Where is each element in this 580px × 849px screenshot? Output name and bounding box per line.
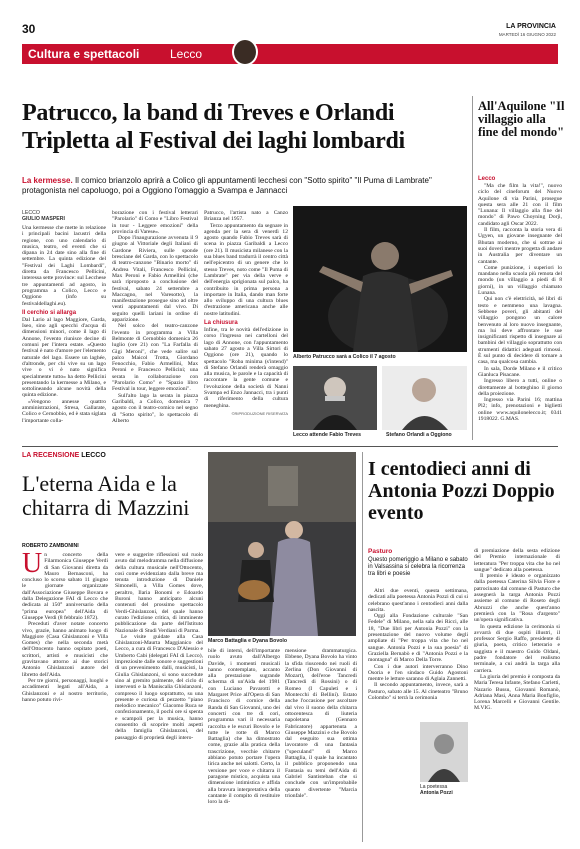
subheading: Il cerchio si allarga xyxy=(22,309,77,316)
review-column-3 xyxy=(208,648,280,805)
review-column-2 xyxy=(115,552,203,741)
paragraph xyxy=(22,548,108,621)
review-label-text: LA RECENSIONE xyxy=(22,452,80,459)
top-story-headline-2: Tripletta al Festival dei laghi lombardi xyxy=(22,128,405,154)
paragraph: Il secondo appuntamento, invece, sarà a Pasturo, sabato alle 15. Al cineteatro "Bruno Colombo" si terrà la cerimonia xyxy=(368,682,468,702)
paragraph: bile di interni, dell'importante ruolo avuto dall'Albergo Davide, i momenti musicali hanno contemplato, accanto alla prestazione sugrande scherma di un'Aida del 1981 con Luciano Pavarotti e Margaret Price all'Opera di San Francisco di cornice della Randa di San Giovanni, uno dei concerti con tre di cori, programma vari il necessaria raccolta e le escuri Bovolo e le tutte le rotte di Marco Battaglia) che ha dimostrato come, grazie alla pratica della trascrizione, vecchie chitarre abbiano potuto portare l'opera lirica anche nei salotti. Certo, la versione per voce e chitarra il paragone mistico, acquista una dimensione intimistica e affida alla bravura interpretativa della cantante il compito di restituire loro la di- xyxy=(208,648,280,806)
paragraph: Una kermesse che mette in relazione i principali bacini lacustri della regione, con uno calendario di musica, teatro, ed eventi che si dipana in 24 date sino alla fine di settembre. La quinta edizione del "Festival dei Laghi Lombardi", diretta da Francesco Pellicini, interessa sette province: sul Lecchese tre appuntamenti ad agosto, in programma a Colico, Lecco e Oggiono (info su festivaldellaghi.eu). xyxy=(22,225,106,307)
paragraph: Sull'alto lago la serata in piazza Garibaldi, a Colico, domenica 7 agosto con il teatro-comico nel segno di "Sotto spirito", lo spettacolo di Alberto xyxy=(112,392,198,424)
byline-author: GIULIO MASPERI xyxy=(22,216,65,222)
paragraph: Con i due autori interverranno Dino Osoria e l'en sindaco Guido Agostoni mentre le letture saranno di Aglaia Zannetti. xyxy=(368,663,468,683)
photo-patrucco-caption: Alberto Patrucco sarà a Colico il 7 agosto xyxy=(293,354,396,360)
paragraph: Il premio è ideato e organizzato dalla poetessa Caterina Silvia Fiore e patrocinato dal comune di Pasturo che assegnerà la targa Antonia Pozzi assieme al comune di Roseto degli Abruzzi che anche quest'anno premierà con la "Rosa d'argento" un'opera significativa. xyxy=(474,573,560,624)
paragraph: Oggi alla Fondazione culturale "San Fedele" di Milano, nella sala dei Ricci, alle 18, "Due libri per Antonia Pozzi" con la presentazione del nuovo volume degli ampliate di "Per troppa vita che ho nel sangue. Antonia Pozzi e la sua poesia" di Graziella Bernabò e di "Antonia Pozzi e la montagna" di Marco Della Torre. xyxy=(368,613,468,664)
pozzi-headline: I centodieci anni di Antonia Pozzi Doppio evento xyxy=(368,458,555,524)
paragraph: borazione con i festival letterari "Parolario" di Como e "Libro Festival in tour - Leggere emozioni" della provincia di Varese». xyxy=(112,210,198,235)
photo-battaglia-bovolo xyxy=(208,452,356,636)
photo-pozzi-caption-line-1: La poetessa xyxy=(420,784,448,790)
review-label-city: LECCO xyxy=(81,452,106,459)
drop-cap: U xyxy=(22,548,43,579)
review-column-1 xyxy=(22,548,108,703)
section-city: Lecco xyxy=(170,47,203,61)
section-banner xyxy=(22,44,558,64)
drop-cap-text: n concerto della Filarmonica Giuseppe Verdi di San Giovanni diretta da Mauro Bernasconi, ha concluso lo scorso sabato 11 giugno le giornate organizzate dall'Associazione Giuseppe Bovara e dalla Delegazione FAI di Lecco che dedicata al 150° anniversario della "prima europea" dell'Aida di Giuseppe Verdi (8 febbraio 1872). xyxy=(22,552,108,621)
paragraph: Qui non c'è elettricità, né libri di testo e nemmeno una lavagna. Sebbene poveri, gli abitanti del villaggio pongono un calore benvenuto al loro nuovo insegnante, ma lui deve affrontare le sue insignificanti rispetto di insegnare ai bambini del villaggio soprattutto con strumenti didattici adeguati rimossi. È sul punto di decidere di tornare a casa, ma qualcosa cambia. xyxy=(478,296,562,366)
page-number: 30 xyxy=(22,22,36,36)
paragraph: "Ma che film la vita!", nuovo ciclo del cineforum del Nuovo Aquilone di via Parini, prosegue questa sera alle 21 con il film "Lunana: Il villaggio alla fine del mondo" di Pawo Choyning Dorji, candidato agli Oscar 2022. xyxy=(478,183,562,227)
concert-photo-icon xyxy=(208,452,356,636)
paragraph: Ingresso via Parini 16; mattina Pl2; info, prenotazioni e biglietti online www.aquilonelecco.it; 0341 1918022. G.MAS. xyxy=(478,397,562,422)
photo-orlandi xyxy=(382,366,467,430)
review-headline: L'eterna Aida e la chitarra di Mazzini xyxy=(22,471,190,520)
paragraph: La giuria del premio è composta da Maria Teresa Infante, Stefano Carletti, Nazario Bussu, Giovanni Romanò, Adriana Masi, Anna Maria Bonfiglio, Lorena Marcelli e Giovanni Gentile. M.VIG. xyxy=(474,673,560,712)
paragraph: Nel solco del teatro-canzone l'evento in programma a Villa Belmonte di Cernobbio domenica 26 luglio (ore 21) con "La Farfalla di Gigi Meroni", che vede salire sul palco Maicol Trotta, Giordano Fenocchio, Fabio Armellini, Max Peroni e Francesco Pellicini; una serata in collaborazione con "Parolario Como" e "Spazio libro Festival in tour, leggere emozioni". xyxy=(112,323,198,393)
paragraph: mensione drammaturgica. Ebbene, Dyana Bovolo ha vinto la sfida riuscendo nei ruoli di Zerlina (Don Giovanni di Mozart), dell'eroe Tancredi (Tancredi di Rossini) o di Romeo (I Capuleti e i Montecchi di Bellini). Estato anche l'occasione per ascoltare dal vivo il suono della chitarra ottocentesca di liuteria napoletana (Gennaro Fabricatore) appartenuta a Giuseppe Mazzini e che Bovolo dal eseguito sua ottima lavoratore di una fantasia ("speculand" di Marco Battaglia, il quale ha incantato il pubblico proponendo una Fantasia su temi dell'Aida di Gabriel Santisteban che si conclude con un'improbabile quanto divertente "Marcia trionfale". xyxy=(285,648,357,799)
review-byline: ROBERTO ZAMBONINI xyxy=(22,543,79,549)
paragraph: Il film, racconta la storia vera di Ugyen, un giovane insegnante del Bhutan moderno, che si sottrae ai suoi doveri mentre progetta di andare in Australia per diventare un cantante. xyxy=(478,227,562,265)
portrait-photo-icon xyxy=(420,722,468,782)
column-divider xyxy=(362,452,363,842)
paragraph: Dopo l'inaugurazione avvenuta il 9 giugno al Vittoriale degli Italiani di Gardone Riviera, sulle sponde bresciane del Garda, con lo spettacolo di teatro-canzone "Binario morto" di Andrea Vitali, Francesco Pellicini, Max Peroni e Fabio Armellini (che sarà riproposto a conclusione del festival, sabato 24 settembre a Maccagno, nel Varesotto), la manifestazione prosegue sino ad oltre venti appuntamenti dal vivo. Di seguito quelli lariani in ordine di apparizione. xyxy=(112,235,198,324)
photo-pozzi xyxy=(420,722,468,782)
paragraph: Preceduti d'aver notate concerto vivo, grazie, hanno animato luogo di Maggiore (Casa Ghislanzoni e Villa Gomes) che nella seconda metà dell'Ottocento hanno ospitato poeti, scrittori, artisti e musicisti che gravitavano attorno ai due storici Antonio Ghislanzoni autore del libretto dell'Aida. xyxy=(22,621,108,678)
section-title: Cultura e spettacoli xyxy=(28,47,140,61)
paragraph: Dal Lario al lago Maggiore, Garda, Iseo, sino agli specchi d'acqua di dimensioni minori, come il lago di Annone, l'evento riunisce decine di comuni per l'intera estate. «Questo festival è nato d'amore per l'elemento naturale del lago. Essere un laghée, d'altronde, per chi vive su un lago vive o vi è nato significa specialmente tutto» ha detto Pellicini presentando la kermesse a Milano, e sottolineando alcune novità della quinta edizione. xyxy=(22,316,106,399)
top-story-column-3 xyxy=(204,210,288,416)
musician-photo-icon xyxy=(293,366,377,430)
paragraph: In sala, Dorde Milano e il critico Gianluca Pisacane. xyxy=(478,365,562,378)
sidebar-city: Lecco xyxy=(478,176,496,182)
byline-city: LECCO xyxy=(22,210,40,216)
subheading: La chiusura xyxy=(204,320,238,327)
top-story-column-1 xyxy=(22,210,106,424)
portrait-photo-icon xyxy=(382,366,467,430)
column-divider xyxy=(472,96,473,440)
paragraph: Patrucco, l'artista nato a Canzo Brianza nel 1957. xyxy=(204,210,288,223)
photo-pozzi-caption xyxy=(420,784,476,796)
paragraph: di premiazione della sesta edizione del Premio internazionale di letteratura "Per troppa vita che ho nel sangue" dedicato alla poetessa. xyxy=(474,548,560,573)
paragraph: «Vengono annesse quattro amministrazioni, Stresa, Gallarate, Colico e Cernobbio, ed è stata siglata l'importante colla- xyxy=(22,398,106,424)
performer-photo-icon xyxy=(293,206,467,352)
paragraph: Infine, tra le novità dell'edizione in corso l'ingresso nei cartelloni del lago di Annone, con l'appuntamento sabato 27 agosto a Villa Sirtori di Oggiono (ore 21), quando lo spettacolo "Roba minima (s'intend)" di Stefano Orlandi renderà omaggio alla musica, le parole e la capacità di raccontare la gente comune e l'evoluzione della società di Nanni Svampa ed Enzo Jannacci, tra i punti di riferimento della cultura meneghina. xyxy=(204,327,288,409)
paragraph: Le visite guidate alla Casa Ghislanzoni-Maurta Maggianico del Lecco, a cura di Francesco D'Alessio e Umberto Cabi (delegati FAI di Lecco), impreziosite dalle sonore e suggestioni di un prevenimento dalli, musicisti, la Giulia Ghislanzoni, si sono succedute sino al gremito palmente, del ciclo di interventi e la Maniscalia Ghislanzoni, compreso il luogo soprattutto, su una presente e curiosa di pezzetto "piano melodico mecanico" Giacomo Ruca se confezionamento, il pochi ore si spenta e scampoli per la musica, hanno consentito di scoprire molti aspetti della famiglia Ghislanzoni, del passaggio di proprietà degli intero- xyxy=(115,633,203,741)
banner-logo-icon xyxy=(232,38,258,66)
newspaper-name: LA PROVINCIA xyxy=(506,23,556,30)
pozzi-column-1 xyxy=(368,588,468,701)
paragraph: In questa edizione la cerimonia si avvarrà di due ospiti illustri, il professor Sergio Raffo, presidente di giuria, poeta, critico letterario e saggista e il maestro Guido Oldani, padre fondatore del realismo terminale, a cui andrà la targa alla carriera. xyxy=(474,623,560,674)
photo-treves-caption: Lecco attende Fabio Treves xyxy=(293,432,362,438)
review-label xyxy=(22,452,106,459)
sidebar-body xyxy=(478,176,562,422)
paragraph: vere e suggerire riflessioni sul ruolo avuto dal melodramma nella diffusione della cultura musicale nell'Ottocento, così come evidenziato dalla breve ma tenuta introduzione di Daniele Simonelli, a Villa Gomes dove, peraltro, Ilaria Bonomi e Edoardo Buroni hanno anticipato alcuni contenuti del prossimo spettacolo Verdi-Ghislanzoni, del quale hanno curato l'edizione critica, di imminente pubblicazione da parte dell'Istituto Nazionale di Studi Verdiani di Parma. xyxy=(115,552,203,634)
paragraph: Altri due eventi, questa settimana, dedicati alla poetessa Antonia Pozzi di cui si celebrano quest'anno i centodieci anni dalla nascita. xyxy=(368,588,468,613)
paragraph: Come punizione, i superiori lo mandano nella scuola più remota del mondo (un villaggio a piedi di 8 giorni), in un villaggio chiamato Lunana. xyxy=(478,264,562,297)
paragraph: Terzo appuntamento da segnare in agenda per la sera di venerdì 12 agosto quando Fabio Treves sarà di scena in piazza Garibaldi a Lecco (ore 21). Il musicista milanese con la sua blues band tradurrà il centro città nell'epicentro di un genere che lo stesso Treves, noto come "Il Puma di Lambrate" per via della verve e dell'energia sprigionata sul palco, ha contribuito in prima persona a importare in Italia, dando man forte allo sviluppo di una cultura blues d'estrazione americana anche alle nostre latitudini. xyxy=(204,222,288,317)
photo-orlandi-caption: Stefano Orlandi a Oggiono xyxy=(386,432,452,438)
pozzi-column-2 xyxy=(474,548,560,712)
paragraph: Per tre giorni, personaggi, luoghi e accadimenti legati all'Aida, a Ghislanzoni e al nostro territorio, hanno potuto rivi- xyxy=(22,677,108,703)
issue-date: MARTEDÌ 16 GIUGNO 2022 xyxy=(498,32,556,37)
paragraph: Ingresso libero a tutti, online o direttamente al botteghino il giorno della proiezione. xyxy=(478,378,562,397)
section-divider xyxy=(22,446,558,447)
top-story-deck xyxy=(22,176,462,196)
pozzi-deck: Questo pomeriggio a Milano e sabato in Valsassina si celebra la ricorrenza tra libri e poesie xyxy=(368,557,468,577)
copyright: ©RIPRODUZIONE RISERVATA xyxy=(231,410,288,416)
photo-battaglia-bovolo-caption: Marco Battaglia e Dyana Bovolo xyxy=(208,638,287,644)
review-column-4 xyxy=(285,648,357,799)
top-story-headline-1: Patrucco, la band di Treves e Orlandi xyxy=(22,100,395,126)
photo-patrucco xyxy=(293,206,467,352)
top-story-column-2 xyxy=(112,210,198,424)
photo-pozzi-caption-line-2: Antonia Pozzi xyxy=(420,790,453,796)
pozzi-kicker: Pasturo xyxy=(368,548,393,555)
sidebar-headline: All'Aquilone "Il villaggio alla fine del mondo" xyxy=(478,99,565,139)
top-story-deck-text: Il comico brianzolo aprirà a Colico gli appuntamenti lecchesi con "Sotto spirito" "Il Puma di Lambrate" protagonista nel capoluogo, poi a Oggiono l'omaggio a Svampa e Jannacci xyxy=(22,176,432,195)
photo-treves xyxy=(293,366,377,430)
top-story-kicker: La kermesse. xyxy=(22,176,73,185)
